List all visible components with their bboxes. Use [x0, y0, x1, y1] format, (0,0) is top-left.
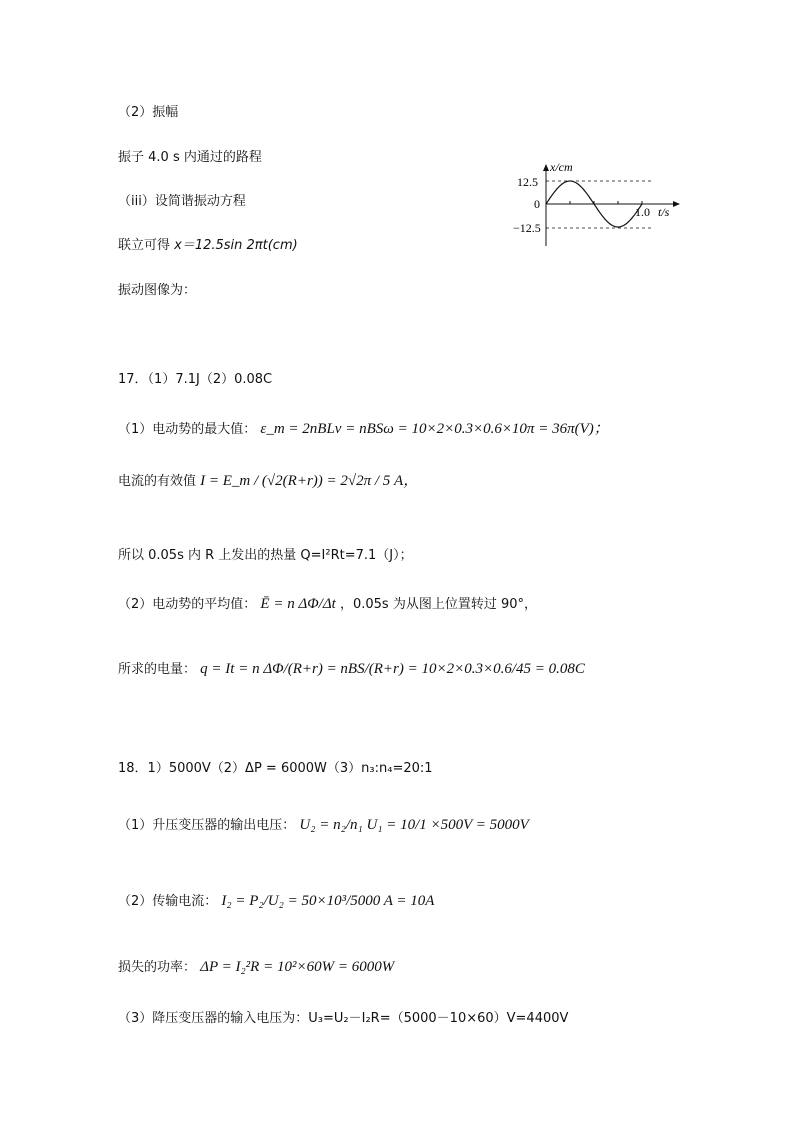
text-step-down-voltage: （3）降压变压器的输入电压为：U₃=U₂－I₂R=（5000－10×60）V=4400V: [118, 1011, 569, 1026]
max-emf-formula: ε_m = 2nBLv = nBSω = 10×2×0.3×0.6×10π = 36π(V)；: [260, 421, 609, 437]
text-effective-current: [118, 474, 418, 489]
text-distance: 振子 4.0 s 内通过的路程: [118, 150, 262, 165]
charge-prefix: 所求的电量：: [118, 662, 197, 677]
power-loss-formula: ΔP = I₂²R = 10²×60W = 6000W: [200, 959, 395, 975]
text-charge: [118, 662, 585, 677]
step-up-formula: U₂ = n₂/n₁ U₁ = 10/1 ×500V = 5000V: [299, 817, 529, 833]
text-avg-emf: [118, 597, 537, 612]
equation-prefix: 联立可得: [118, 238, 175, 253]
y-axis-label: x/cm: [550, 160, 573, 174]
text-answer-18: 18．1）5000V（2）ΔP = 6000W（3）n₃:n₄=20:1: [118, 761, 433, 776]
transmission-prefix: （2）传输电流：: [118, 894, 218, 909]
text-max-emf: [118, 422, 609, 437]
text-power-loss: [118, 960, 394, 975]
text-step-up-voltage: [118, 818, 529, 833]
y-tick-label: 0: [534, 197, 540, 211]
text-graph-intro: 振动图像为：: [118, 283, 197, 298]
avg-emf-formula: Ē = n ΔΦ/Δt: [260, 596, 336, 612]
max-emf-prefix: （1）电动势的最大值：: [118, 422, 257, 437]
text-equation-setup: （iii）设简谐振动方程: [118, 194, 246, 209]
transmission-formula: I₂ = P₂/U₂ = 50×10³/5000 A = 10A: [221, 893, 435, 909]
avg-emf-prefix: （2）电动势的平均值：: [118, 597, 257, 612]
equation-value: x＝12.5sin 2πt(cm): [174, 238, 298, 253]
y-tick-label: −12.5: [513, 221, 541, 235]
effective-current-prefix: 电流的有效值: [118, 474, 197, 489]
x-tick-label: 1.0: [635, 205, 650, 219]
vibration-graph: [512, 158, 702, 250]
text-heat: 所以 0.05s 内 R 上发出的热量 Q=I²Rt=7.1（J）；: [118, 548, 413, 563]
text-equation: [118, 239, 298, 252]
effective-current-formula: I = E_m / (√2(R+r)) = 2√2π / 5 A，: [200, 473, 419, 489]
avg-emf-suffix: ，0.05s 为从图上位置转过 90°，: [339, 597, 537, 612]
power-loss-prefix: 损失的功率：: [118, 960, 197, 975]
charge-formula: q = It = n ΔΦ/(R+r) = nBS/(R+r) = 10×2×0.3×0.6/45 = 0.08C: [200, 661, 585, 677]
x-axis-label: t/s: [658, 205, 670, 219]
step-up-prefix: （1）升压变压器的输出电压：: [118, 818, 296, 833]
y-tick-label: 12.5: [517, 175, 538, 189]
text-answer-17: 17．（1）7.1J（2）0.08C: [118, 372, 273, 387]
text-transmission-current: [118, 894, 434, 909]
text-amplitude: （2）振幅: [118, 105, 179, 120]
